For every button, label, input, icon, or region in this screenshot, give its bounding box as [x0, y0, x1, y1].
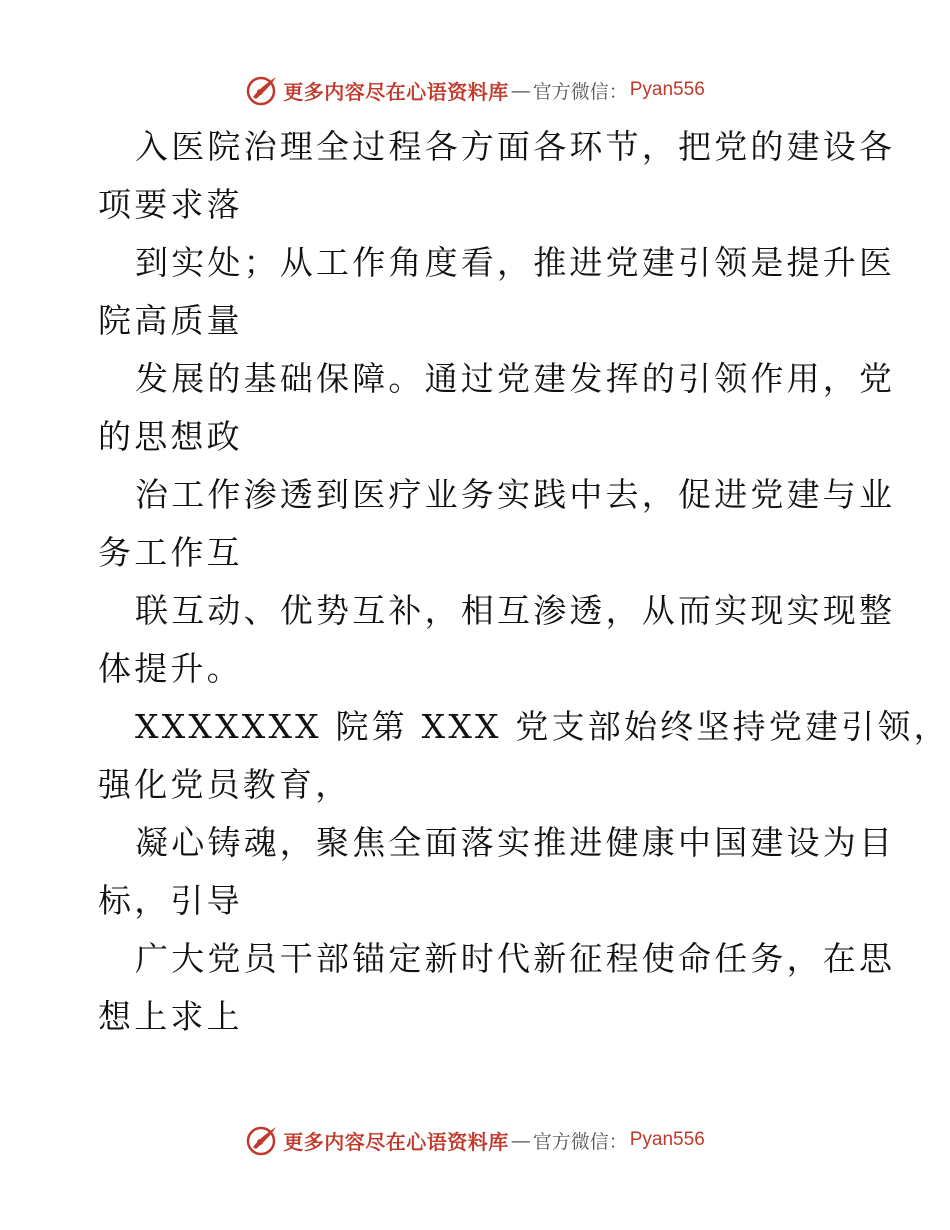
banner-wechat-label: 官方微信： [532, 80, 628, 103]
banner-separator: — [510, 78, 531, 102]
paragraph: 到实处；从工作角度看，推进党建引领是提升医 院高质量 [98, 243, 896, 340]
paragraph: 发展的基础保障。通过党建发挥的引领作用，党 的思想政 [98, 359, 896, 456]
banner-title: 更多内容尽在心语资料库 [283, 1129, 509, 1154]
quill-logo-icon [245, 73, 279, 107]
banner-wechat-id: Pyan556 [629, 79, 705, 100]
paragraph: 治工作渗透到医疗业务实践中去，促进党建与业 务工作互 [98, 475, 896, 572]
header-banner [0, 70, 950, 110]
banner-wechat-label: 官方微信： [532, 1130, 628, 1153]
paragraph: 联互动、优势互补，相互渗透，从而实现实现整 体提升。 [98, 591, 896, 688]
quill-logo-icon [245, 1123, 279, 1157]
paragraph: XXXXXXX 院第 XXX 党支部始终坚持党建引领， 强化党员教育， [98, 707, 950, 804]
paragraph: 入医院治理全过程各方面各环节，把党的建设各 项要求落 [98, 127, 896, 224]
paragraph: 凝心铸魂，聚焦全面落实推进健康中国建设为目 标，引导 [98, 823, 896, 920]
document-body [98, 118, 950, 1046]
banner-title: 更多内容尽在心语资料库 [283, 79, 509, 104]
footer-banner [0, 1120, 950, 1160]
banner-separator: — [510, 1128, 531, 1152]
banner-wechat-id: Pyan556 [629, 1129, 705, 1150]
paragraph: 广大党员干部锚定新时代新征程使命任务，在思 想上求上 [98, 939, 896, 1036]
